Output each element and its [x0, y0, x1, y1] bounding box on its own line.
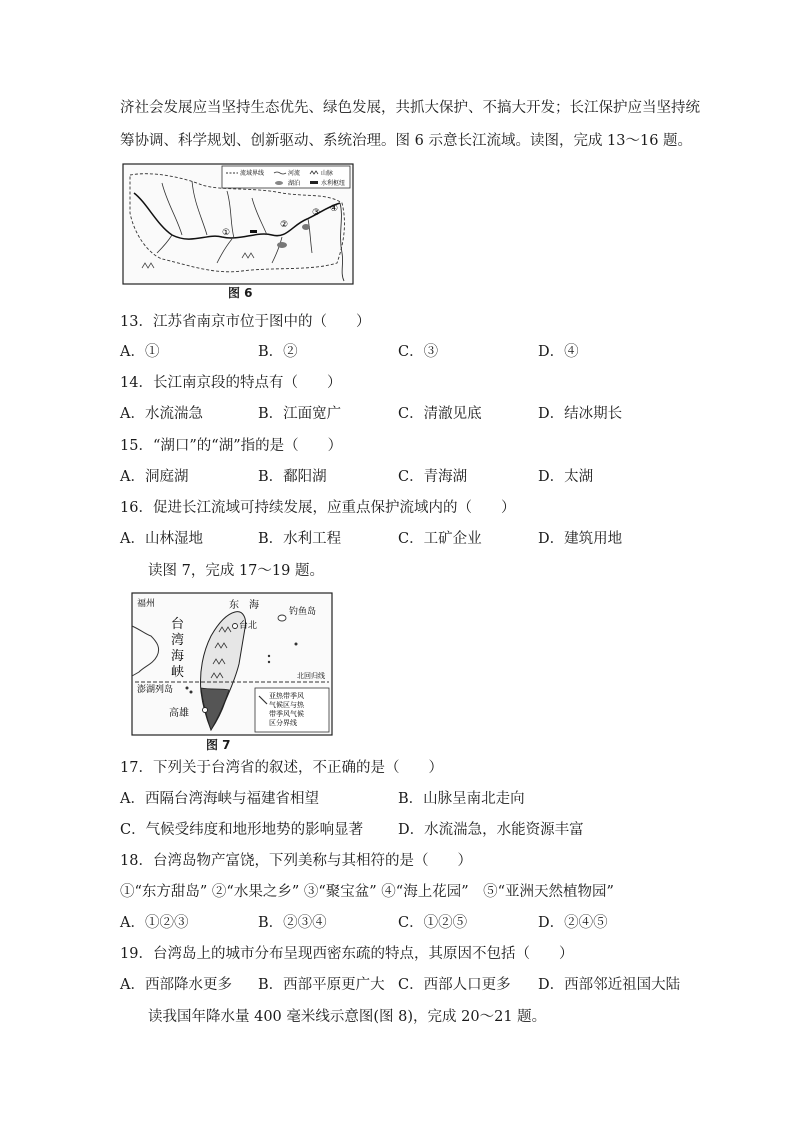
- q16-option-a: A．山林湿地: [120, 531, 203, 547]
- legend-line-2: 气候区与热: [269, 701, 304, 709]
- q13-option-d: D．④: [538, 344, 579, 360]
- taiwan-map: [131, 592, 333, 736]
- q17-option-b: B．山脉呈南北走向: [398, 791, 525, 807]
- q16-option-c: C．工矿企业: [398, 531, 482, 547]
- q19-stem: 19．台湾岛上的城市分布呈现西密东疏的特点，其原因不包括（ ）: [120, 946, 574, 962]
- q19-option-c: C．西部人口更多: [398, 977, 511, 993]
- figure-6-map: [122, 163, 354, 285]
- label-gaoxiong: 高雄: [169, 708, 189, 719]
- q17-stem: 17．下列关于台湾省的叙述，不正确的是（ ）: [120, 760, 443, 776]
- q18-option-b: B．②③④: [258, 915, 327, 931]
- q16-option-d: D．建筑用地: [538, 531, 623, 547]
- q16-option-b: B．水利工程: [258, 531, 342, 547]
- label-taibei: 台北: [239, 621, 258, 631]
- intro-line-1: 济社会发展应当坚持生态优先、绿色发展，共抓大保护、不搞大开发；长江保护应当坚持统: [120, 100, 700, 116]
- figure-6-caption: 图 6: [228, 286, 253, 300]
- q14-option-a: A．水流湍急: [120, 406, 203, 422]
- marker-3: ③: [312, 208, 321, 218]
- q13-option-b: B．②: [258, 344, 298, 360]
- legend-mountain: 山脉: [321, 170, 334, 177]
- q18-option-d: D．②④⑤: [538, 915, 608, 931]
- intro-2: 读图 7，完成 17～19 题。: [148, 563, 324, 579]
- marker-2: ②: [280, 220, 289, 230]
- legend-lake: 湖泊: [288, 180, 301, 187]
- q18-stem: 18．台湾岛物产富饶，下列美称与其相符的是（ ）: [120, 853, 472, 869]
- legend-dam: 水利枢纽: [321, 180, 346, 187]
- figure-7-map: [131, 592, 333, 736]
- legend-line-4: 区分界线: [269, 719, 297, 727]
- q17-option-a: A．西隔台湾海峡与福建省相望: [120, 791, 319, 807]
- q18-option-a: A．①②③: [120, 915, 189, 931]
- q18-items: ①“东方甜岛” ②“水果之乡” ③“聚宝盆” ④“海上花园” ⑤“亚洲天然植物园”: [120, 884, 614, 900]
- q13-option-c: C．③: [398, 344, 439, 360]
- label-strait-4: 峡: [171, 665, 185, 680]
- q13-stem: 13．江苏省南京市位于图中的（ ）: [120, 314, 371, 330]
- q17-option-c: C．气候受纬度和地形地势的影响显著: [120, 822, 364, 838]
- intro-line-2: 筹协调、科学规划、创新驱动、系统治理。图 6 示意长江流域。读图，完成 13～16 题。: [120, 133, 693, 149]
- q17-option-d: D．水流湍急，水能资源丰富: [398, 822, 584, 838]
- label-strait-3: 海: [171, 649, 185, 664]
- label-donghai: 东 海: [229, 600, 259, 611]
- label-tropic: 北回归线: [297, 672, 325, 680]
- q14-option-c: C．清澈见底: [398, 406, 482, 422]
- legend-river: 河流: [288, 170, 301, 177]
- marker-4: ④: [330, 204, 339, 214]
- q19-option-a: A．西部降水更多: [120, 977, 232, 993]
- q15-option-d: D．太湖: [538, 469, 594, 485]
- label-penghu: 澎湖列岛: [137, 685, 174, 695]
- legend-basin-boundary: 流域界线: [240, 170, 265, 177]
- label-strait-1: 台: [171, 617, 185, 632]
- q15-option-a: A．洞庭湖: [120, 469, 189, 485]
- q14-option-d: D．结冰期长: [538, 406, 623, 422]
- q19-option-d: D．西部邻近祖国大陆: [538, 977, 681, 993]
- yangtze-basin-map: [122, 163, 354, 285]
- q15-option-c: C．青海湖: [398, 469, 468, 485]
- figure-7-caption: 图 7: [206, 738, 231, 752]
- legend-line-3: 带季风气候: [269, 710, 304, 718]
- marker-1: ①: [222, 228, 231, 238]
- q13-option-a: A．①: [120, 344, 160, 360]
- label-diaoyudao: 钓鱼岛: [289, 607, 317, 617]
- q16-stem: 16．促进长江流域可持续发展，应重点保护流域内的（ ）: [120, 500, 516, 516]
- label-fuzhou: 福州: [137, 599, 156, 609]
- q15-stem: 15．“湖口”的“湖”指的是（ ）: [120, 438, 343, 454]
- q14-stem: 14．长江南京段的特点有（ ）: [120, 375, 342, 391]
- q15-option-b: B．鄱阳湖: [258, 469, 327, 485]
- label-strait-2: 湾: [171, 633, 185, 648]
- q18-option-c: C．①②⑤: [398, 915, 468, 931]
- legend-line-1: 亚热带季风: [269, 692, 304, 700]
- intro-3: 读我国年降水量 400 毫米线示意图(图 8)，完成 20～21 题。: [148, 1009, 547, 1025]
- q19-option-b: B．西部平原更广大: [258, 977, 385, 993]
- q14-option-b: B．江面宽广: [258, 406, 342, 422]
